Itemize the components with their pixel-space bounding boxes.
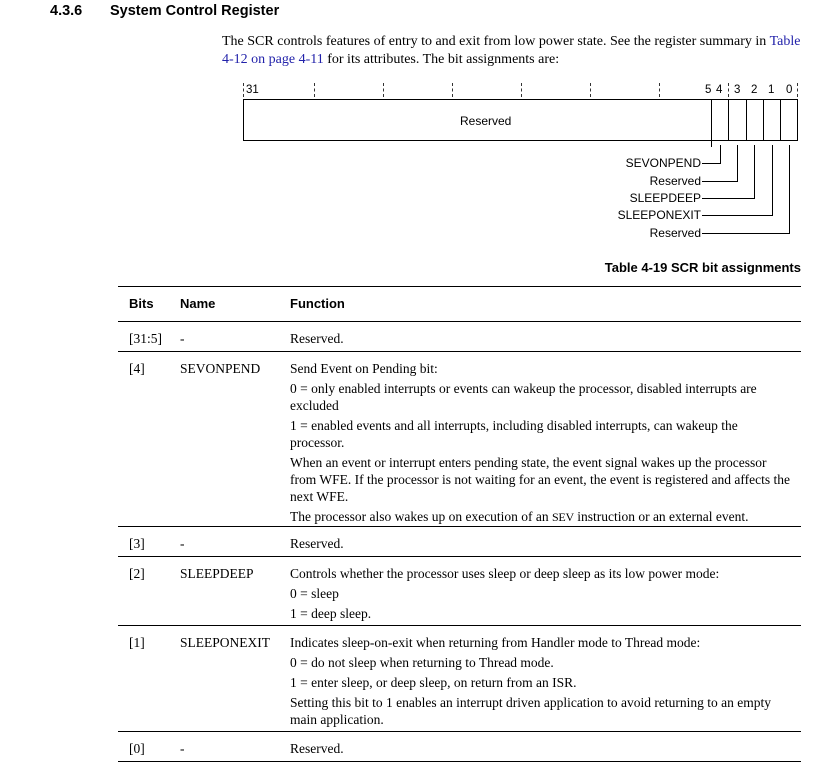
leader-line-bit3 — [702, 181, 738, 182]
bit-divider — [780, 99, 781, 141]
bit-divider — [763, 99, 764, 141]
function-text: 0 = only enabled interrupts or events can wakeup the processor, disabled interrupts are excluded — [290, 381, 757, 413]
bit-label-2: 2 — [751, 84, 758, 96]
bit-tick — [521, 83, 522, 97]
function-text: Send Event on Pending bit: — [290, 361, 438, 376]
sev-instruction-code: SEV — [552, 510, 574, 524]
leader-drop-bit2 — [754, 145, 755, 198]
function-text: Reserved. — [290, 331, 344, 346]
bit-tick — [314, 83, 315, 97]
function-text: 1 = deep sleep. — [290, 606, 372, 621]
bit-divider — [746, 99, 747, 141]
function-text: 1 = enter sleep, or deep sleep, on return from an ISR. — [290, 675, 577, 690]
scr-bit-assignments-table — [118, 286, 801, 762]
table-row — [118, 732, 801, 762]
table-header-row — [118, 287, 801, 322]
cell-function — [290, 740, 795, 760]
header-function: Function — [290, 296, 345, 311]
cell-name: - — [180, 536, 185, 551]
function-text: Indicates sleep-on-exit when returning from Handler mode to Thread mode: — [290, 635, 701, 650]
leader-line-bit2 — [702, 198, 755, 199]
function-text: Setting this bit to 1 enables an interrupt driven application to avoid returning to an empty main application. — [290, 695, 772, 727]
cell-name: SLEEPONEXIT — [180, 635, 270, 650]
header-bits: Bits — [129, 296, 154, 311]
bit-label-0: 0 — [786, 84, 793, 96]
section-number: 4.3.6 — [50, 3, 83, 19]
intro-text-after: for its attributes. The bit assignments are: — [323, 52, 560, 67]
cell-bits: [0] — [129, 741, 145, 756]
cell-bits: [31:5] — [129, 331, 162, 346]
cell-name: - — [180, 331, 185, 346]
table-row — [118, 352, 801, 527]
register-bit-diagram — [0, 0, 837, 250]
cell-bits: [1] — [129, 635, 145, 650]
function-text: When an event or interrupt enters pending state, the event signal wakes up the processor from WFE. If the processor is not waiting for an event, the event is registered and affects the next WFE. — [290, 455, 790, 504]
table-row — [118, 626, 801, 732]
table-row — [118, 527, 801, 557]
cell-function — [290, 634, 795, 731]
table-4-12-link[interactable]: Table 4-12 on page 4-11 — [222, 34, 801, 67]
cell-function — [290, 360, 795, 529]
leader-drop-bit3 — [737, 145, 738, 181]
leader-drop-bit0 — [789, 145, 790, 233]
cell-name: SLEEPDEEP — [180, 566, 254, 581]
bit-label-31: 31 — [246, 84, 259, 96]
leader-drop-bit4 — [720, 145, 721, 163]
cell-function — [290, 535, 795, 555]
function-text: 0 = do not sleep when returning to Thread mode. — [290, 655, 554, 670]
field-label-reserved-bit3: Reserved — [649, 174, 701, 188]
cell-name: - — [180, 741, 185, 756]
leader-drop-bit1 — [772, 145, 773, 215]
bit-divider — [711, 99, 712, 147]
cell-bits: [4] — [129, 361, 145, 376]
bit-tick — [243, 83, 244, 97]
function-text: Reserved. — [290, 741, 344, 756]
field-label-reserved-bit0: Reserved — [649, 226, 701, 240]
reserved-block-label: Reserved — [460, 114, 512, 128]
bit-tick — [452, 83, 453, 97]
function-text: Reserved. — [290, 536, 344, 551]
function-text: Controls whether the processor uses sleep or deep sleep as its low power mode: — [290, 566, 720, 581]
field-label-sleepdeep: SLEEPDEEP — [629, 191, 701, 205]
function-text-part: instruction or an external event. — [573, 509, 749, 524]
register-box — [243, 99, 798, 141]
bit-label-4: 4 — [716, 84, 723, 96]
bit-label-3: 3 — [734, 84, 741, 96]
leader-line-bit4 — [702, 163, 721, 164]
function-text — [290, 508, 795, 526]
bit-tick — [590, 83, 591, 97]
field-label-sleeponexit: SLEEPONEXIT — [617, 208, 701, 222]
bit-divider — [728, 99, 729, 141]
function-text-part: The processor also wakes up on execution of an — [290, 509, 553, 524]
cell-function — [290, 330, 795, 350]
table-row — [118, 322, 801, 352]
field-label-sevonpend: SEVONPEND — [625, 156, 701, 170]
header-name: Name — [180, 296, 216, 311]
intro-text-before: The SCR controls features of entry to and exit from low power state. See the register summary in — [222, 34, 770, 49]
table-caption: Table 4-19 SCR bit assignments — [604, 260, 801, 275]
section-title: System Control Register — [110, 3, 280, 19]
function-text: 1 = enabled events and all interrupts, including disabled interrupts, can wakeup the processor. — [290, 418, 738, 450]
bit-label-5: 5 — [705, 84, 712, 96]
bit-tick — [383, 83, 384, 97]
table-row — [118, 557, 801, 626]
cell-bits: [3] — [129, 536, 145, 551]
bit-tick — [728, 83, 729, 97]
cell-function — [290, 565, 795, 625]
bit-label-1: 1 — [768, 84, 775, 96]
bit-tick — [659, 83, 660, 97]
function-text: 0 = sleep — [290, 586, 339, 601]
leader-line-bit0 — [702, 233, 790, 234]
leader-line-bit1 — [702, 215, 773, 216]
cell-bits: [2] — [129, 566, 145, 581]
cell-name: SEVONPEND — [180, 361, 261, 376]
bit-tick — [797, 83, 798, 97]
